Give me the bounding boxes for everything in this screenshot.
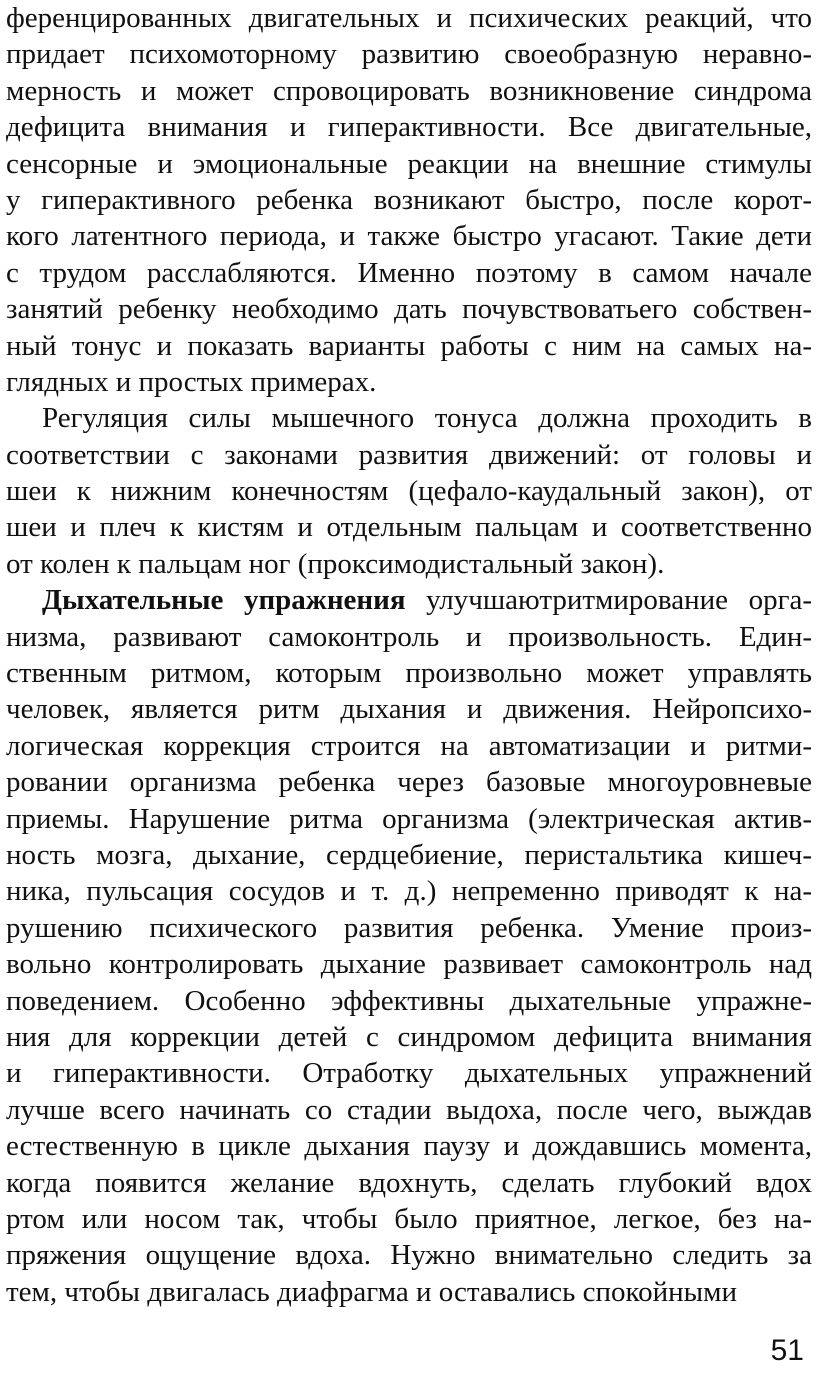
text-line: придает психомоторному развитию своеобразную неравно- (6, 38, 812, 71)
text-line: когда появится желание вдохнуть, сделать глубокий вдох (6, 1166, 812, 1199)
text-line: логическая коррекция строится на автоматизации и ритми- (6, 729, 812, 762)
text-line: тем, чтобы двигалась диафрагма и оставались спокойными (6, 1275, 737, 1308)
text-line: ственным ритмом, которым произвольно может управлять (6, 657, 812, 690)
text-line: занятий ребенку необходимо дать почувствоватьего собствен- (6, 293, 812, 326)
text-line: дефицита внимания и гиперактивности. Все двигательные, (6, 111, 812, 144)
text-line: соответствии с законами развития движений: от головы и (6, 438, 812, 471)
text-line: глядных и простых примерах. (6, 365, 377, 398)
text-line: от колен к пальцам ног (проксимодистальный закон). (6, 547, 665, 580)
text-line: ный тонус и показать варианты работы с ним на самых на- (6, 329, 812, 362)
text-line: с трудом расслабляются. Именно поэтому в самом начале (6, 256, 812, 289)
text-line: и гиперактивности. Отработку дыхательных упражнений (6, 1057, 812, 1090)
paragraph-1 (6, 0, 812, 400)
paragraph-3-lead-rest: улучшаютритмирование орга- (405, 584, 812, 617)
paragraph-3-first-line (6, 582, 812, 618)
text-line: вольно контролировать дыхание развивает самоконтроль над (6, 948, 812, 981)
page-number: 51 (770, 1334, 804, 1367)
text-line: Регуляция силы мышечного тонуса должна проходить в (42, 402, 812, 435)
text-line: ность мозга, дыхание, сердцебиение, перистальтика кишеч- (6, 838, 812, 871)
text-line: у гиперактивного ребенка возникают быстро, после корот- (6, 183, 812, 216)
page-body (6, 0, 812, 1310)
text-line: естественную в цикле дыхания паузу и дождавшись момента, (6, 1130, 812, 1163)
text-line: ровании организма ребенка через базовые многоуровневые (6, 766, 812, 799)
text-line: кого латентного периода, и также быстро угасают. Такие дети (6, 220, 812, 253)
text-line: низма, развивают самоконтроль и произвольность. Един- (6, 620, 812, 653)
text-line: ртом или носом так, чтобы было приятное, легкое, без на- (6, 1202, 812, 1235)
bold-term: Дыхательные упражнения (42, 584, 406, 617)
text-line: поведением. Особенно эффективны дыхательные упражне- (6, 984, 812, 1017)
text-line: рушению психического развития ребенка. Умение произ- (6, 911, 812, 944)
text-line: ференцированных двигательных и психических реакций, что (6, 2, 812, 34)
text-line: пряжения ощущение вдоха. Нужно внимательно следить за (6, 1239, 812, 1272)
text-line: шеи к нижним конечностям (цефало-каудальный закон), от (6, 475, 812, 508)
paragraph-3 (6, 582, 812, 1310)
paragraph-2 (6, 400, 812, 582)
text-line: лучше всего начинать со стадии выдоха, после чего, выждав (6, 1093, 812, 1126)
text-line: ния для коррекции детей с синдромом дефицита внимания (6, 1020, 812, 1053)
text-line: сенсорные и эмоциональные реакции на внешние стимулы (6, 147, 812, 180)
text-line: ника, пульсация сосудов и т. д.) непременно приводят к на- (6, 875, 812, 908)
text-line: человек, является ритм дыхания и движения. Нейропсихо- (6, 693, 812, 726)
text-line: приемы. Нарушение ритма организма (электрическая актив- (6, 802, 812, 835)
text-line: мерность и может спровоцировать возникновение синдрома (6, 74, 812, 107)
text-line: шеи и плеч к кистям и отдельным пальцам и соответственно (6, 511, 812, 544)
